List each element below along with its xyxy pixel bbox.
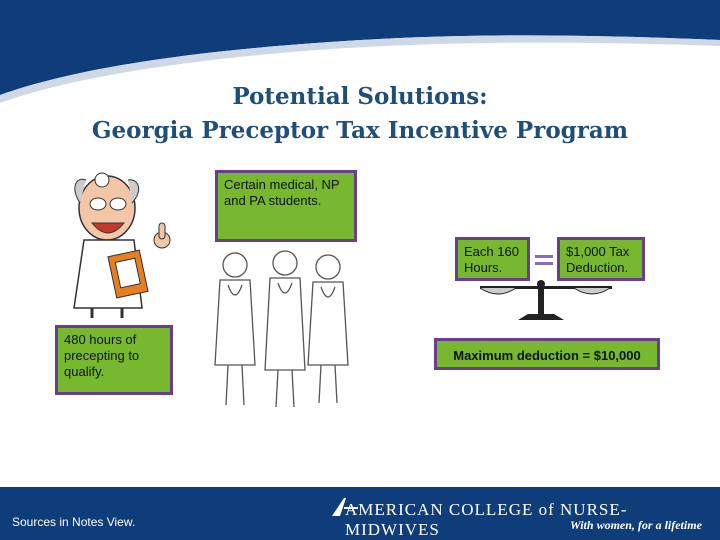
slide-title [0, 80, 720, 148]
title-line-1: Potential Solutions: [232, 83, 488, 110]
preceptor-hours-box: 480 hours of precepting to qualify. [55, 325, 173, 395]
maximum-deduction-box: Maximum deduction = $10,000 [434, 338, 660, 370]
org-tagline: With women, for a lifetime [570, 518, 702, 532]
students-group-icon [210, 245, 360, 410]
each-hours-box: Each 160 Hours. [455, 237, 530, 281]
title-line-2: Georgia Preceptor Tax Incentive Program [91, 117, 629, 144]
sources-note: Sources in Notes View. [12, 515, 136, 529]
tax-deduction-box: $1,000 Tax Deduction. [557, 237, 645, 281]
doctor-clipboard-icon [62, 168, 182, 318]
students-box: Certain medical, NP and PA students. [215, 170, 357, 242]
equals-icon [535, 255, 553, 267]
balance-scale-icon [478, 280, 618, 322]
org-name: AMERICAN COLLEGE of NURSE-MIDWIVES [345, 500, 628, 539]
